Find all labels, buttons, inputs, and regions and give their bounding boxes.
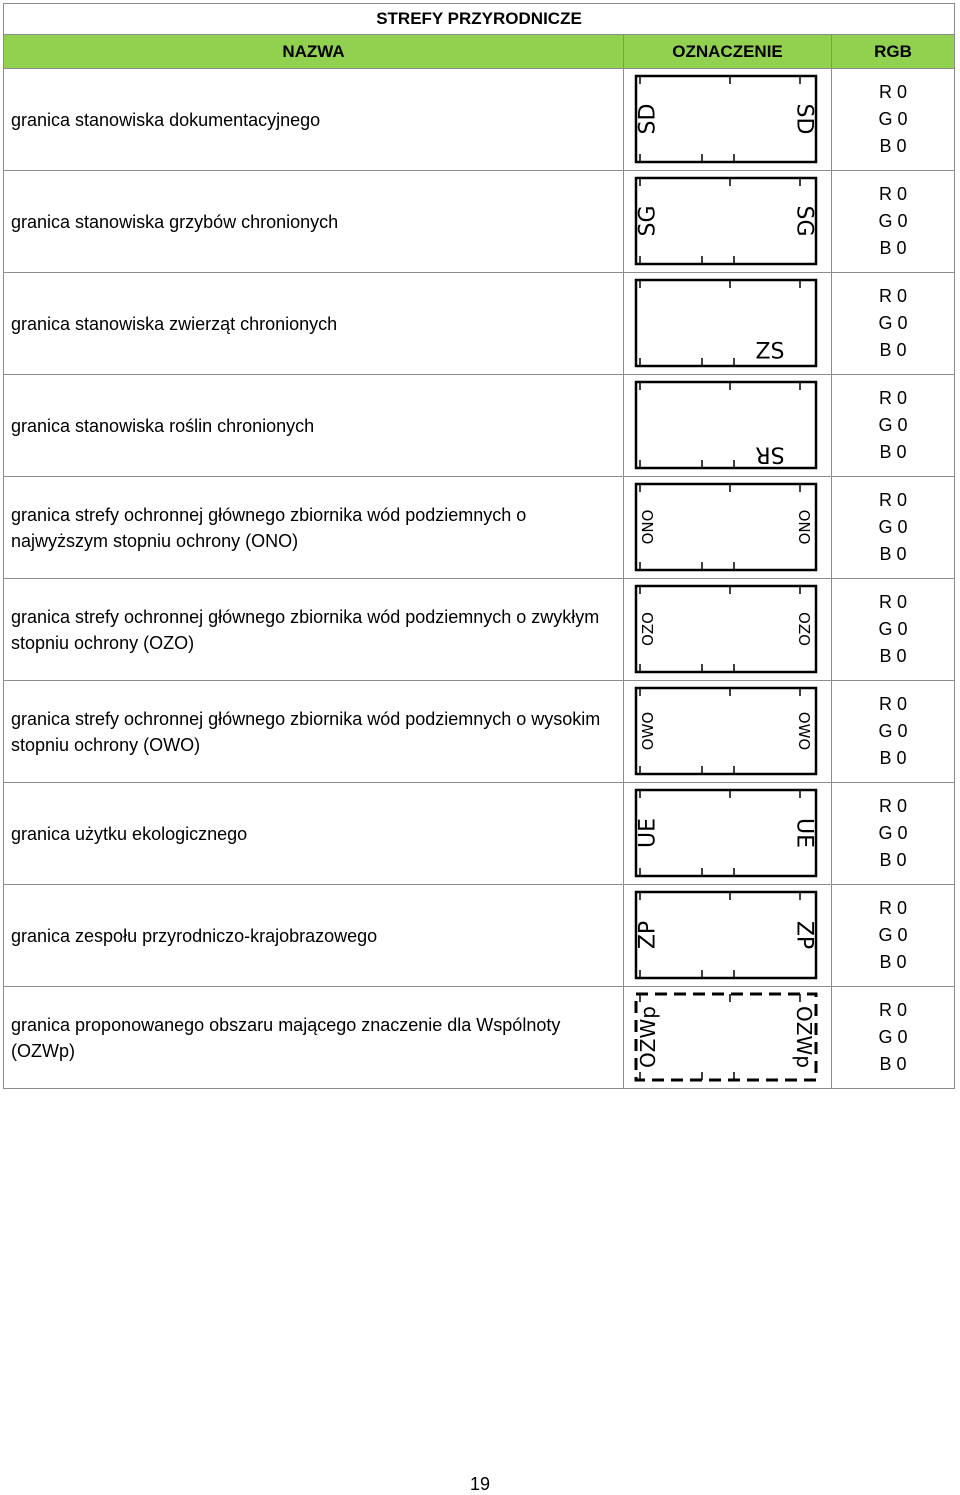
zone-name: granica stanowiska roślin chronionych <box>4 375 624 477</box>
rgb-values <box>832 579 955 681</box>
rgb-g-value: G 0 <box>878 1027 908 1047</box>
table-row <box>4 375 955 477</box>
rgb-values <box>832 783 955 885</box>
symbol-cell <box>624 579 832 681</box>
rgb-r-value: R 0 <box>879 694 908 714</box>
rgb-g-value: G 0 <box>878 109 908 129</box>
symbol-label-right: OZWp <box>791 1005 816 1068</box>
zone-name: granica strefy ochronnej głównego zbiornika wód podziemnych o wysokim stopniu ochrony (OWO) <box>4 681 624 783</box>
nature-zones-table <box>3 3 955 1089</box>
boundary-line <box>636 76 816 162</box>
rgb-b-value: B 0 <box>879 544 907 564</box>
zone-name: granica stanowiska zwierząt chronionych <box>4 273 624 375</box>
rgb-values <box>832 273 955 375</box>
table-title: STREFY PRZYRODNICZE <box>4 4 955 35</box>
ozwp-boundary-symbol-icon <box>630 990 826 1086</box>
symbol-cell <box>624 171 832 273</box>
boundary-line <box>636 994 816 1080</box>
rgb-g-value: G 0 <box>878 517 908 537</box>
symbol-label-right: SG <box>791 204 816 237</box>
rgb-b-value: B 0 <box>879 238 907 258</box>
symbol-label-right: ONO <box>794 509 813 544</box>
zone-name: granica strefy ochronnej głównego zbiornika wód podziemnych o zwykłym stopniu ochrony (OZO) <box>4 579 624 681</box>
rgb-g-value: G 0 <box>878 925 908 945</box>
symbol-label-left: SG <box>635 204 660 237</box>
boundary-line <box>636 484 816 570</box>
boundary-line <box>636 178 816 264</box>
symbol-label-right: UE <box>791 817 816 848</box>
ue-boundary-symbol-icon <box>630 786 826 882</box>
rgb-values <box>832 375 955 477</box>
table-row <box>4 477 955 579</box>
zp-boundary-symbol-icon <box>630 888 826 984</box>
rgb-g-value: G 0 <box>878 211 908 231</box>
symbol-label-left: ONO <box>638 509 657 544</box>
rgb-g-value: G 0 <box>878 721 908 741</box>
header-row <box>4 35 955 69</box>
table-row <box>4 783 955 885</box>
rgb-b-value: B 0 <box>879 952 907 972</box>
sr-boundary-symbol-icon <box>630 378 826 474</box>
boundary-line <box>636 790 816 876</box>
owo-boundary-symbol-icon <box>630 684 826 780</box>
rgb-r-value: R 0 <box>879 1000 908 1020</box>
rgb-g-value: G 0 <box>878 313 908 333</box>
rgb-r-value: R 0 <box>879 82 908 102</box>
symbol-cell <box>624 987 832 1089</box>
symbol-cell <box>624 477 832 579</box>
page-number: 19 <box>469 1474 491 1494</box>
column-header-name: NAZWA <box>4 35 624 69</box>
symbol-label: ZS <box>754 339 785 364</box>
rgb-r-value: R 0 <box>879 388 908 408</box>
zs-boundary-symbol-icon <box>630 276 826 372</box>
rgb-values <box>832 987 955 1089</box>
rgb-values <box>832 477 955 579</box>
rgb-r-value: R 0 <box>879 286 908 306</box>
symbol-cell <box>624 783 832 885</box>
symbol-label-left: SD <box>635 103 660 134</box>
column-header-rgb: RGB <box>832 35 955 69</box>
symbol-label-left: UE <box>635 817 660 848</box>
rgb-b-value: B 0 <box>879 1054 907 1074</box>
ozo-boundary-symbol-icon <box>630 582 826 678</box>
zone-name: granica proponowanego obszaru mającego znaczenie dla Wspólnoty (OZWp) <box>4 987 624 1089</box>
boundary-line <box>636 280 816 366</box>
rgb-b-value: B 0 <box>879 646 907 666</box>
zone-name: granica użytku ekologicznego <box>4 783 624 885</box>
symbol-cell <box>624 681 832 783</box>
rgb-r-value: R 0 <box>879 184 908 204</box>
rgb-g-value: G 0 <box>878 415 908 435</box>
table-row <box>4 171 955 273</box>
symbol-label-left: OZWp <box>635 1005 660 1068</box>
zone-name: granica stanowiska grzybów chronionych <box>4 171 624 273</box>
rgb-values <box>832 171 955 273</box>
symbol-cell <box>624 69 832 171</box>
symbol-label-left: OWO <box>638 711 657 750</box>
boundary-line <box>636 688 816 774</box>
table-row <box>4 885 955 987</box>
table-row <box>4 273 955 375</box>
table-row <box>4 69 955 171</box>
rgb-r-value: R 0 <box>879 592 908 612</box>
rgb-r-value: R 0 <box>879 898 908 918</box>
column-header-symbol: OZNACZENIE <box>624 35 832 69</box>
rgb-b-value: B 0 <box>879 748 907 768</box>
symbol-label-right: ZP <box>791 920 816 949</box>
zone-name: granica zespołu przyrodniczo-krajobrazowego <box>4 885 624 987</box>
symbol-cell <box>624 273 832 375</box>
symbol-label-right: OWO <box>794 711 813 750</box>
table-row <box>4 579 955 681</box>
rgb-r-value: R 0 <box>879 490 908 510</box>
symbol-label-right: OZO <box>794 611 813 646</box>
symbol-cell <box>624 885 832 987</box>
rgb-values <box>832 681 955 783</box>
zone-name: granica stanowiska dokumentacyjnego <box>4 69 624 171</box>
zone-name: granica strefy ochronnej głównego zbiornika wód podziemnych o najwyższym stopniu ochrony (ONO) <box>4 477 624 579</box>
rgb-b-value: B 0 <box>879 442 907 462</box>
boundary-line <box>636 382 816 468</box>
table-row <box>4 987 955 1089</box>
table-row <box>4 681 955 783</box>
rgb-b-value: B 0 <box>879 136 907 156</box>
symbol-label-left: OZO <box>638 611 657 646</box>
sg-boundary-symbol-icon <box>630 174 826 270</box>
rgb-g-value: G 0 <box>878 823 908 843</box>
rgb-values <box>832 69 955 171</box>
rgb-b-value: B 0 <box>879 340 907 360</box>
rgb-b-value: B 0 <box>879 850 907 870</box>
symbol-label-left: ZP <box>635 920 660 949</box>
symbol-cell <box>624 375 832 477</box>
ono-boundary-symbol-icon <box>630 480 826 576</box>
symbol-label-right: SD <box>791 103 816 134</box>
rgb-r-value: R 0 <box>879 796 908 816</box>
symbol-label: SR <box>754 441 785 466</box>
rgb-values <box>832 885 955 987</box>
boundary-line <box>636 586 816 672</box>
sd-boundary-symbol-icon <box>630 72 826 168</box>
rgb-g-value: G 0 <box>878 619 908 639</box>
boundary-line <box>636 892 816 978</box>
